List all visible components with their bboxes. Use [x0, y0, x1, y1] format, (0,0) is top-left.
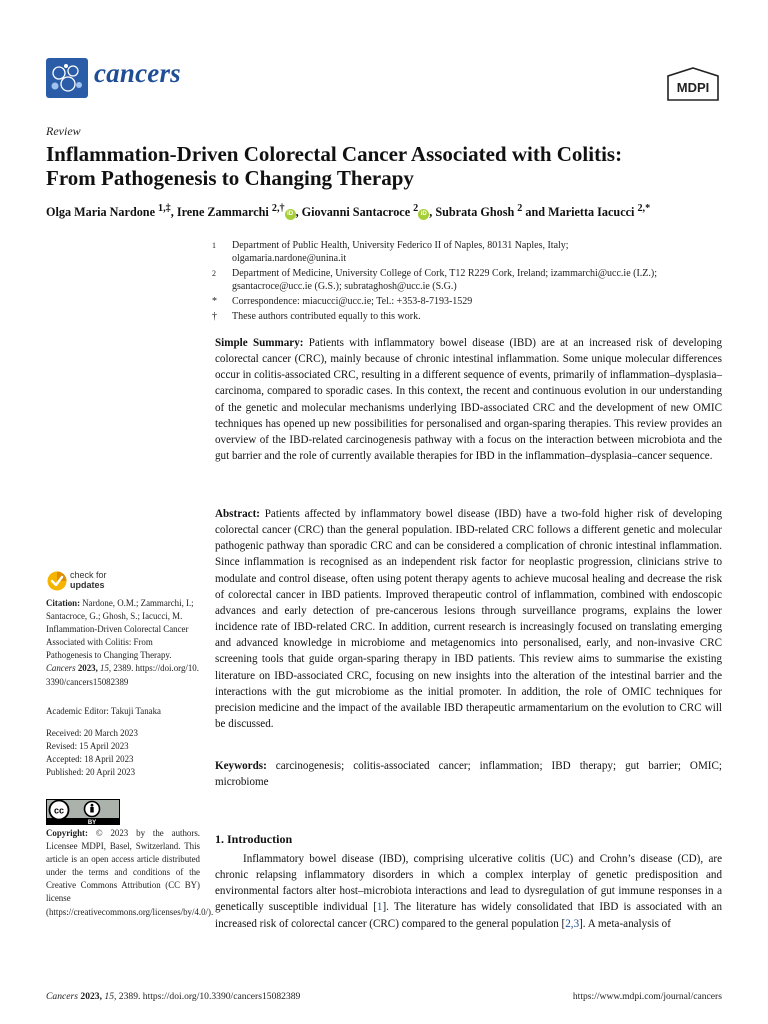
mdpi-logo [665, 66, 721, 102]
date-accepted: Accepted: 18 April 2023 [46, 754, 134, 765]
academic-editor: Academic Editor: Takuji Tanaka [46, 706, 161, 716]
author-sup: 1,‡ [158, 203, 171, 214]
svg-text:cc: cc [53, 805, 65, 816]
check-for-updates-line: check for [70, 570, 107, 580]
simple-summary-text: Patients with inflammatory bowel disease (IBD) are at an increased risk of developing colorectal cancer (CRC), mainly because of chronic intestinal inflammation. Some unique molecular differences occur in colitis-associated CRC, resulting in a different sequence of events, primarily of inflammation–dysplasia–carcinoma, compared to sporadic cases. In this context, the recent and continuous evolution in our understanding of the genetic and molecular mechanisms underlying IBD-associated CRC and the development of new OMIC techniques has opened up new possibilities for personalised and organ-sparing therapies. This review provides an overview of the IBD-related carcinogenesis pathway with a focus on the interaction between microbiota and the gut barrier and the role of currently available therapies for IBD in the inflammation–dysplasia–cancer sequence. [215, 337, 722, 463]
author-name[interactable]: Subrata Ghosh [435, 205, 515, 220]
cancers-logo [46, 58, 88, 98]
abstract-label: Abstract: [215, 508, 260, 520]
intro-text: Inflammatory bowel disease (IBD), comprising ulcerative colitis (UC) and Crohn’s disease (CD), are chronic relapsing inflammatory disorders in which a complex interplay of genetic predisposition and environmental factors alter host–microbiota interactions and lead to dysregulation of gut immune responses in a genetically susceptible individual [ [215, 853, 722, 914]
author-joiner: , [170, 205, 177, 220]
affiliation-mark: 2 [212, 269, 216, 278]
copyright-block [46, 827, 214, 919]
reference-link[interactable]: 1 [376, 901, 383, 914]
author-list [46, 201, 746, 220]
section-heading: 1. Introduction [215, 832, 293, 846]
keywords-label: Keywords: [215, 760, 267, 772]
citation-text: Nardone, O.M.; Zammarchi, I.; Santacroce, G.; Ghosh, S.; Iacucci, M. Inflammation-Driven Colorectal Cancer Associated with Colitis: From Pathogenesis to Changing Therapy. [46, 598, 194, 661]
citation-doi[interactable]: 2389. https://doi.org/10.3390/cancers15082389 [46, 663, 199, 687]
footer-volume: 15, [104, 991, 117, 1002]
affiliation-item [212, 295, 732, 308]
affiliations [212, 239, 732, 323]
introduction-paragraph [215, 851, 722, 932]
footer-citation [46, 991, 300, 1002]
abstract [215, 506, 722, 732]
copyright-text: © 2023 by the authors. Licensee MDPI, Basel, Switzerland. This article is an open access article distributed under the terms and conditions of the Creative Commons Attribution (CC BY) license (https://creativecommons.org/licenses/by/4.0/). [46, 828, 214, 917]
author-joiner: and [522, 205, 549, 220]
check-for-updates-icon[interactable] [46, 570, 68, 592]
simple-summary-label: Simple Summary: [215, 337, 304, 349]
affiliation-line: Department of Medicine, University College of Cork, T12 R229 Cork, Ireland; izammarchi@ucc.ie (I.Z.); [232, 268, 658, 279]
check-for-updates-line: updates [70, 580, 105, 590]
affiliation-email[interactable]: olgamaria.nardone@unina.it [232, 253, 347, 264]
reference-sep: , [570, 917, 574, 930]
author-sup: 2,* [637, 203, 651, 214]
author-name[interactable]: Marietta Iacucci [548, 205, 635, 220]
intro-text: ]. A meta-analysis of [579, 917, 671, 930]
author-name[interactable]: Irene Zammarchi [176, 205, 269, 220]
copyright-label: Copyright: [46, 828, 88, 838]
citation-volume: 15, [100, 663, 112, 674]
author-joiner: , [429, 205, 436, 220]
publication-dates [46, 727, 200, 779]
date-revised: Revised: 15 April 2023 [46, 741, 129, 752]
correspondence-line: Correspondence: miacucci@ucc.ie; Tel.: +353-8-7193-1529 [232, 296, 473, 307]
author-sup: 2 [517, 203, 523, 214]
affiliation-item [212, 267, 732, 293]
reference-link[interactable]: 3 [573, 917, 580, 930]
equal-contribution-note: These authors contributed equally to this work. [232, 311, 421, 322]
footer-doi[interactable]: 2389. https://doi.org/10.3390/cancers15082389 [118, 991, 301, 1002]
intro-text: ]. The literature has widely consolidated that IBD is associated with an increased risk of colorectal cancer (CRC) compared to the general population [ [215, 901, 722, 930]
author-sup: 2 [413, 203, 419, 214]
affiliation-line: Department of Public Health, University Federico II of Naples, 80131 Naples, Italy; [232, 240, 569, 251]
citation-journal: Cancers [46, 663, 76, 674]
article-title [46, 142, 746, 190]
affiliation-item [212, 239, 732, 265]
citation-block [46, 597, 200, 689]
author-joiner: , [295, 205, 302, 220]
affiliation-item [212, 310, 732, 323]
citation-label: Citation: [46, 598, 81, 608]
title-line: Inflammation-Driven Colorectal Cancer Associated with Colitis: [46, 142, 623, 166]
orcid-icon[interactable]: iD [418, 209, 429, 220]
check-for-updates-label[interactable] [70, 570, 107, 590]
title-line: From Pathogenesis to Changing Therapy [46, 166, 414, 190]
orcid-icon[interactable]: iD [285, 209, 296, 220]
simple-summary [215, 335, 722, 464]
footer-journal-url[interactable]: https://www.mdpi.com/journal/cancers [572, 991, 722, 1002]
author-name[interactable]: Giovanni Santacroce [301, 205, 411, 220]
abstract-text: Patients affected by inflammatory bowel disease (IBD) have a two-fold higher risk of developing colorectal cancer (CRC) than the general population. IBD-related CRC follows a different genetic and molecular pathogenic pathway than sporadic CRC and can be considered a complication of chronic intestinal inflammation. Since inflammation is recognised as an independent risk factor for neoplastic progression, clinicians strive to modulate and control disease, often using potent therapy agents to achieve mucosal healing and decrease the risk of colorectal cancer in IBD patients. Improved therapeutic control of inflammation, combined with endoscopic advances and early detection of pre-cancerous lesions through surveillance programs, explains the lower incidence rate of IBD-related CRC. In addition, current research is increasingly focused on translating emerging and advanced knowledge in microbiome and metagenomics into personalised, early, and non-invasive CRC screening tools that guide organ-sparing therapy in IBD patients. This review aims to summarise the existing literature on IBD-associated CRC, focusing on new insights into the alteration of the intestinal barrier and the interactions with the gut microbiome as the initial promoter. In addition, the role of OMIC techniques for precision medicine and the impact of the available IBD therapeutic armamentarium on the evolution to CRC will be discussed. [215, 508, 722, 731]
date-received: Received: 20 March 2023 [46, 728, 138, 738]
footer-year: 2023, [80, 991, 102, 1002]
affiliation-mark: † [212, 311, 217, 322]
affiliation-mark: * [212, 296, 217, 307]
affiliation-mark: 1 [212, 241, 216, 250]
cc-badge-text: BY [87, 820, 97, 825]
author-name[interactable]: Olga Maria Nardone [46, 205, 155, 220]
reference-link[interactable]: 2 [565, 917, 571, 930]
cc-by-license-icon[interactable] [46, 799, 120, 825]
keywords-text: carcinogenesis; colitis-associated cancer; inflammation; IBD therapy; gut barrier; OMIC; microbiome [215, 760, 722, 789]
article-type: Review [46, 124, 81, 138]
keywords [215, 758, 722, 790]
date-published: Published: 20 April 2023 [46, 767, 136, 778]
footer-journal: Cancers [46, 991, 78, 1002]
mdpi-logo-text: MDPI [676, 80, 710, 95]
citation-year: 2023, [77, 663, 98, 674]
affiliation-email[interactable]: gsantacroce@ucc.ie (G.S.); subrataghosh@ucc.ie (S.G.) [232, 281, 457, 292]
author-sup: 2,† [271, 203, 285, 214]
journal-name: cancers [94, 58, 181, 88]
